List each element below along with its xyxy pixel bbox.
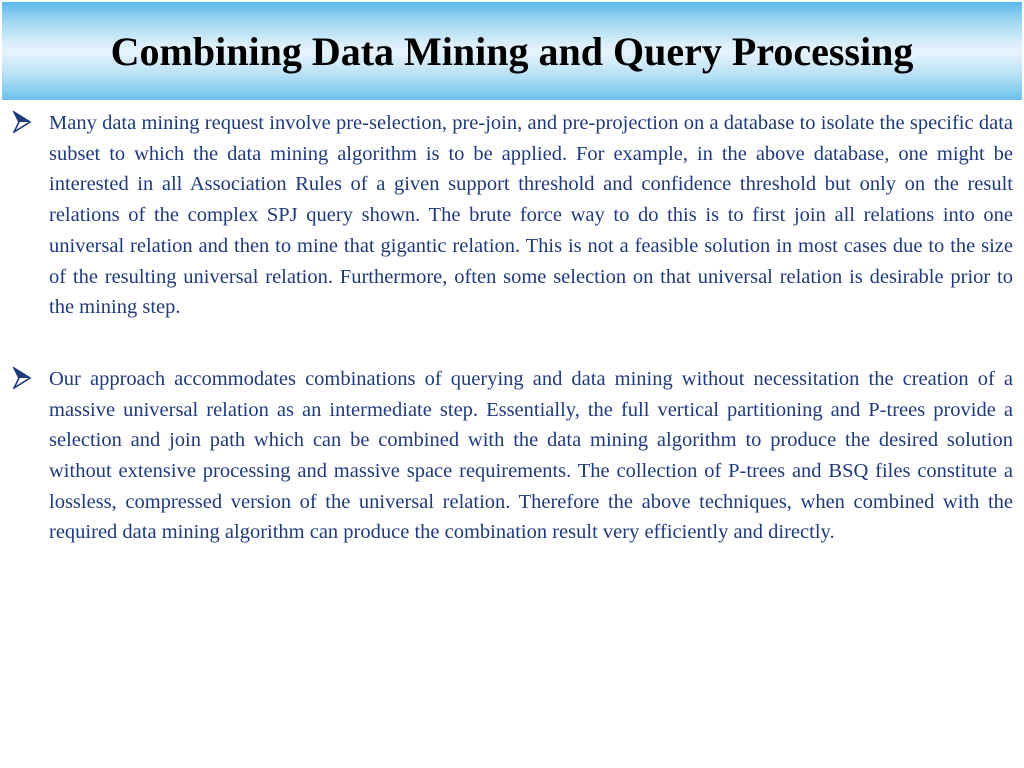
bullet-item-1 [0, 108, 1024, 323]
title-bar [2, 2, 1022, 100]
arrowhead-bullet-icon [12, 111, 32, 133]
slide-body [0, 108, 1024, 589]
bullet-item-2 [0, 364, 1024, 548]
bullet-text-2: Our approach accommodates combinations of querying and data mining without necessitation the creation of a massive universal relation as an intermediate step. Essentially, the full vertical partitioning and P-trees provide a selection and join path which can be combined with the data mining algorithm to produce the desired solution without extensive processing and massive space requirements. The collection of P-trees and BSQ files constitute a lossless, compressed version of the universal relation. Therefore the above techniques, when combined with the required data mining algorithm can produce the combination result very efficiently and directly. [49, 367, 1013, 544]
arrowhead-bullet-icon [12, 367, 32, 389]
bullet-text-1: Many data mining request involve pre-selection, pre-join, and pre-projection on a database to isolate the specific data subset to which the data mining algorithm is to be applied. For example, in the above database, one might be interested in all Association Rules of a given support threshold and confidence threshold but only on the result relations of the complex SPJ query shown. The brute force way to do this is to first join all relations into one universal relation and then to mine that gigantic relation. This is not a feasible solution in most cases due to the size of the resulting universal relation. Furthermore, often some selection on that universal relation is desirable prior to the mining step. [49, 112, 1013, 319]
slide-title: Combining Data Mining and Query Processing [110, 29, 914, 74]
